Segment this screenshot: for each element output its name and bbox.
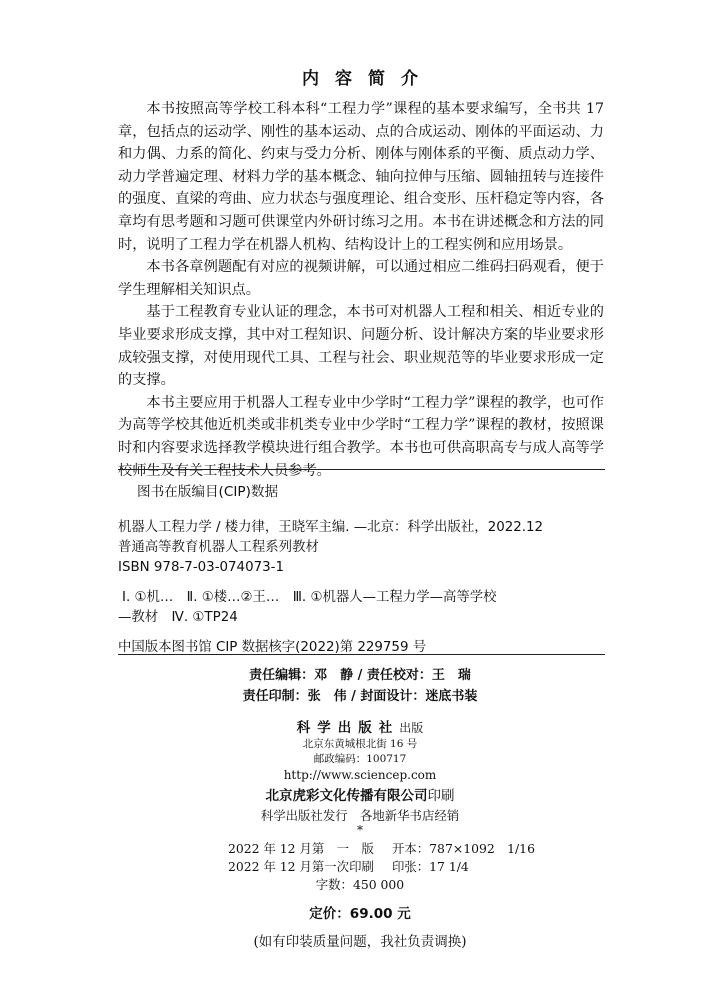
cip-isbn: ISBN 978-7-03-074073-1	[118, 560, 284, 575]
printer-suffix: 印刷	[427, 788, 455, 804]
edition: 2022 年 12 月第 一 版	[228, 841, 374, 856]
cip-number: 中国版本图书馆 CIP 数据核字(2022)第 229759 号	[118, 640, 427, 655]
publisher-postcode: 邮政编码：100717	[313, 753, 407, 765]
print-specs	[0, 840, 720, 894]
publisher-url: http://www.sciencep.com	[283, 768, 437, 782]
intro-paragraph: 本书按照高等学校工科本科“工程力学”课程的基本要求编写，全书共 17 章，包括点的运动学、刚性的基本运动、点的合成运动、刚体的平面运动、力和力偶、力系的简化、约束与受力分析、刚体与刚体系的平衡、质点动力学、动力学普遍定理、材料力学的基本概念、轴向拉伸与压缩、圆轴扭转与连接件的强度、直梁的弯曲、应力状态与强度理论、组合变形、压杆稳定等内容，各章均有思考题和习题可供课堂内外研讨练习之用。本书在讲述概念和方法的同时，说明了工程力学在机器人机构、结构设计上的工程实例和应用场景。	[118, 101, 604, 253]
separator-star: *	[357, 823, 363, 837]
cip-bibliographic: 机器人工程力学 / 楼力律，王晓军主编. —北京：科学出版社，2022.12	[118, 520, 544, 535]
divider	[118, 654, 605, 655]
format: 开本：787×1092 1/16	[392, 841, 535, 856]
printing: 2022 年 12 月第一次印刷	[228, 859, 374, 874]
word-count: 字数：450 000	[315, 877, 405, 892]
distribution: 科学出版社发行 各地新华书店经销	[260, 808, 460, 823]
credits-line: 责任印制：张 伟 / 封面设计：迷底书装	[242, 689, 478, 704]
printer-name: 北京虎彩文化传播有限公司	[265, 788, 428, 804]
credits-line: 责任编辑：邓 静 / 责任校对：王 瑞	[249, 668, 471, 683]
cip-classification: Ⅰ. ①机… Ⅱ. ①楼…②王… Ⅲ. ①机器人—工程力学—高等学校	[122, 590, 497, 605]
cip-classification: —教材 Ⅳ. ①TP24	[118, 610, 238, 625]
publisher-name: 科学出版社	[296, 720, 400, 736]
intro-paragraph: 基于工程教育专业认证的理念，本书可对机器人工程和相关、相近专业的毕业要求形成支撑，其中对工程知识、问题分析、设计解决方案的毕业要求形成较强支撑，对使用现代工具、工程与社会、职业规范等的毕业要求形成一定的支撑。	[118, 304, 604, 389]
price: 定价：69.00 元	[309, 906, 411, 922]
sheets: 印张：17 1/4	[392, 859, 469, 874]
quality-notice: (如有印装质量问题，我社负责调换)	[253, 934, 467, 950]
publisher-address: 北京东黄城根北街 16 号	[302, 738, 418, 750]
cip-block	[118, 482, 605, 658]
intro-paragraph: 本书主要应用于机器人工程专业中少学时“工程力学”课程的教学，也可作为高等学校其他近机类或非机类专业中少学时“工程力学”课程的教材，按照课时和内容要求选择教学模块进行组合教学。本书也可供高职高专与成人高等学校师生及有关工程技术人员参考。	[118, 394, 604, 479]
section-title: 内容简介	[302, 69, 434, 89]
publisher-suffix: 出版	[399, 721, 424, 735]
cip-heading: 图书在版编目(CIP)数据	[137, 484, 279, 500]
intro-text	[118, 98, 604, 482]
cip-series: 普通高等教育机器人工程系列教材	[118, 540, 319, 555]
divider	[118, 469, 605, 470]
intro-paragraph: 本书各章例题配有对应的视频讲解，可以通过相应二维码扫码观看，便于学生理解相关知识点。	[118, 259, 604, 298]
editorial-credits	[0, 665, 720, 707]
publisher-info	[0, 720, 720, 836]
